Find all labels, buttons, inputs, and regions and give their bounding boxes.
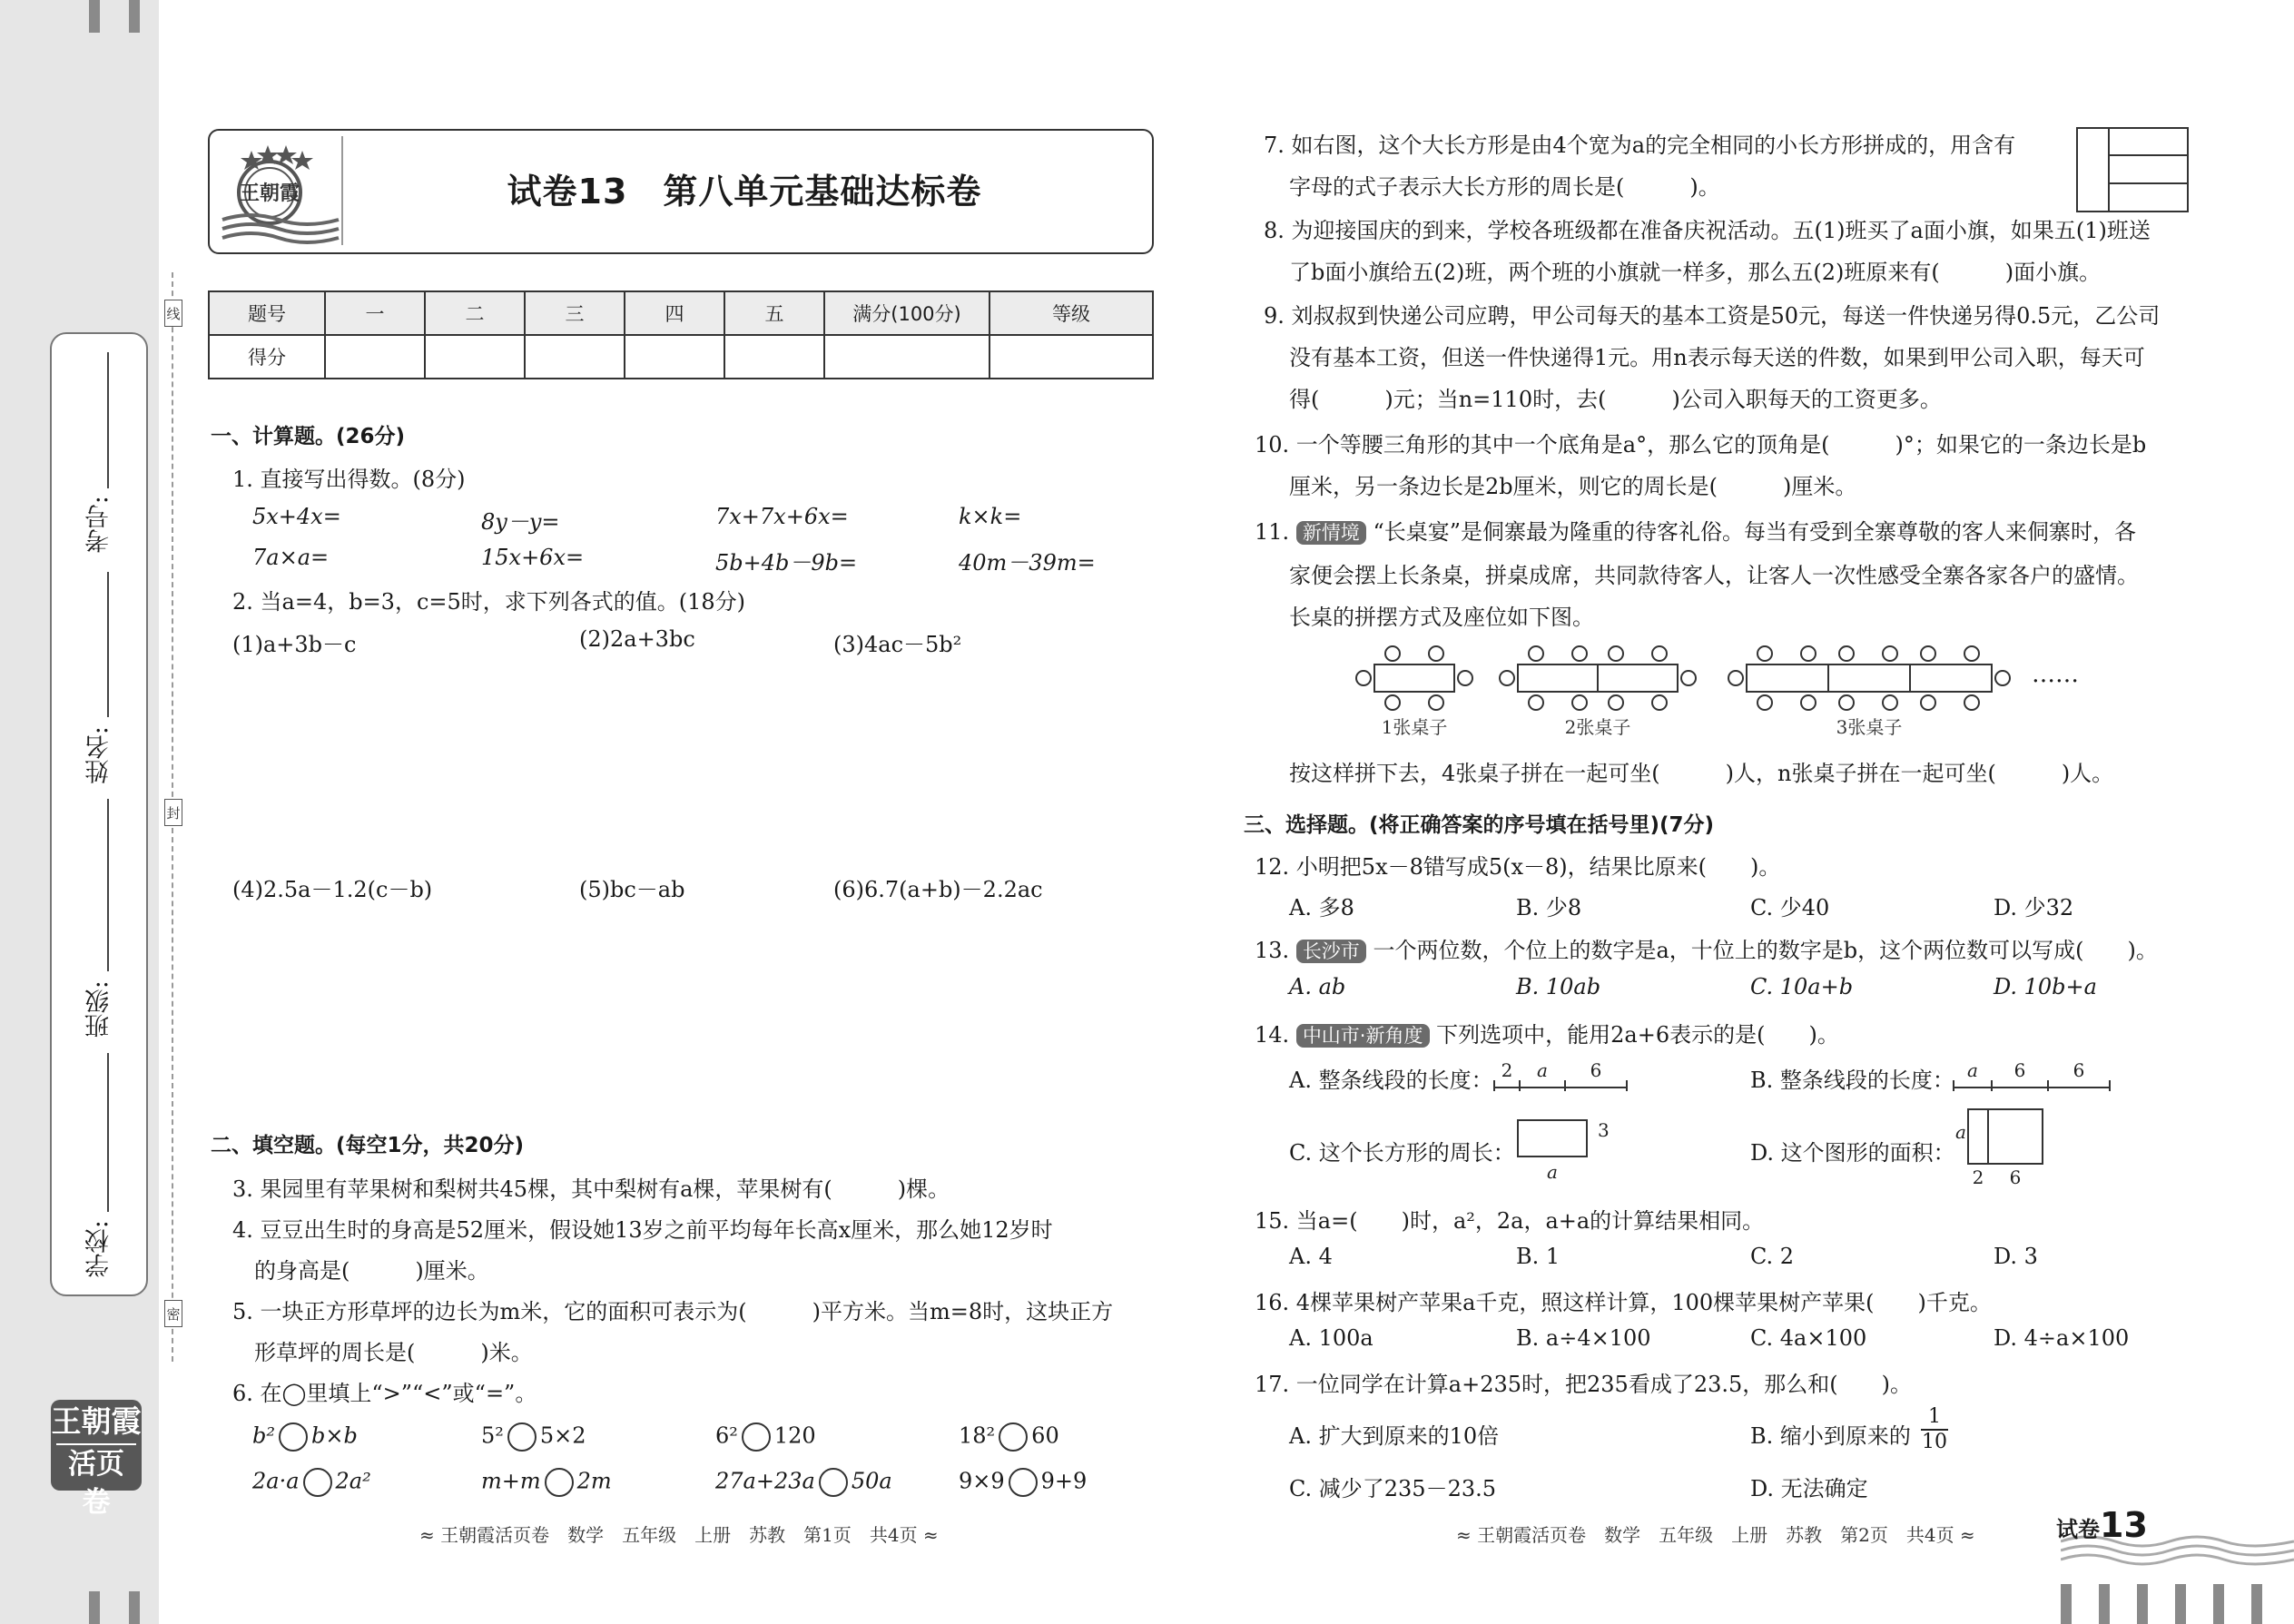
section-heading: 一、计算题。(26分) xyxy=(211,425,406,448)
svg-text:王朝霞: 王朝霞 xyxy=(239,182,300,205)
option: D. 3 xyxy=(1994,1244,2038,1269)
segment-label: 6 xyxy=(2013,1059,2026,1081)
region-tag: 中山市·新角度 xyxy=(1296,1024,1430,1048)
question-9: 9. 刘叔叔到快递公司应聘，甲公司每天的基本工资是50元，每送一件快递另得0.5元，乙公司 xyxy=(1264,303,2161,329)
question-number: 14. xyxy=(1255,1022,1290,1048)
q1-item: 7x+7x+6x= xyxy=(715,504,849,529)
brand-badge xyxy=(51,1400,142,1519)
option: B. 1 xyxy=(1516,1244,1561,1269)
question-15: 15. 当a=( )时，a²，2a，a+a的计算结果相同。 xyxy=(1255,1208,1765,1234)
segment-label: 6 xyxy=(2072,1059,2085,1081)
option: B. 10ab xyxy=(1516,974,1601,999)
q2-item: (2)2a+3bc xyxy=(579,626,695,652)
question-7-cont: 字母的式子表示大长方形的周长是( )。 xyxy=(1289,174,1720,200)
question-9-cont: 没有基本工资，但送一件快递得1元。用n表示每天送的件数，如果到甲公司入职，每天可 xyxy=(1289,345,2145,370)
student-info-box xyxy=(50,332,148,1296)
bottom-tick xyxy=(2137,1584,2148,1624)
option: B. 缩小到原来的 xyxy=(1750,1423,1911,1449)
score-header-cell: 一 xyxy=(325,291,425,335)
ellipsis: …… xyxy=(2032,661,2079,688)
seal-xian: 线 xyxy=(164,300,182,327)
compare-item xyxy=(252,1422,358,1452)
question-11-cont: 长桌的拼摆方式及座位如下图。 xyxy=(1289,605,1594,630)
question-2: 2. 当a=4，b=3，c=5时，求下列各式的值。(18分) xyxy=(232,589,746,615)
score-input-cell[interactable] xyxy=(325,335,425,379)
option: C. 4a×100 xyxy=(1750,1325,1867,1351)
section-heading: 二、填空题。(每空1分，共20分) xyxy=(211,1134,525,1157)
question-6: 6. 在◯里填上“>”“<”或“=”。 xyxy=(232,1381,537,1406)
segment-label: 2 xyxy=(1501,1059,1513,1081)
option: D. 10b+a xyxy=(1994,974,2097,999)
page-footer-right: ≈ 王朝霞活页卷 数学 五年级 上册 苏教 第2页 共4页 ≈ xyxy=(1456,1524,1975,1546)
question-12: 12. 小明把5x－8错写成5(x－8)，结果比原来( )。 xyxy=(1255,854,1781,880)
page-badge xyxy=(2056,1505,2148,1545)
compare-item xyxy=(715,1468,892,1497)
score-header-cell: 二 xyxy=(425,291,525,335)
score-row-label: 得分 xyxy=(209,335,325,379)
bottom-tick xyxy=(2061,1584,2072,1624)
compare-right: 9+9 xyxy=(1040,1468,1088,1494)
score-header-cell: 等级 xyxy=(989,291,1153,335)
compare-left: 5² xyxy=(481,1422,504,1449)
school-line xyxy=(107,1053,109,1212)
score-header-cell: 满分(100分) xyxy=(824,291,989,335)
option: D. 少32 xyxy=(1994,895,2074,920)
bottom-tick xyxy=(2099,1584,2110,1624)
seal-mi: 密 xyxy=(164,1300,182,1327)
compare-right: 2a² xyxy=(335,1468,371,1494)
option: C. 减少了235－23.5 xyxy=(1289,1476,1497,1501)
compare-circle[interactable] xyxy=(1009,1468,1038,1497)
question-10-cont: 厘米，另一条边长是2b厘米，则它的周长是( )厘米。 xyxy=(1289,474,1857,499)
segment-label: a xyxy=(1967,1059,1978,1081)
q2-item: (4)2.5a－1.2(c－b) xyxy=(232,877,433,902)
option: D. 4÷a×100 xyxy=(1994,1325,2130,1351)
dimension-label: a xyxy=(1955,1121,1966,1143)
score-header-cell: 四 xyxy=(625,291,724,335)
compare-right: 5×2 xyxy=(539,1422,586,1449)
option: A. 100a xyxy=(1289,1325,1373,1351)
q1-item: 7a×a= xyxy=(252,545,330,570)
strip-tick xyxy=(89,0,100,33)
question-13 xyxy=(1255,932,2158,964)
compare-circle[interactable] xyxy=(279,1422,308,1452)
compare-circle[interactable] xyxy=(819,1468,848,1497)
compare-item xyxy=(481,1422,586,1452)
compare-circle[interactable] xyxy=(545,1468,574,1497)
compare-left: 9×9 xyxy=(959,1468,1005,1494)
q1-item: 15x+6x= xyxy=(481,545,585,570)
option: D. 无法确定 xyxy=(1750,1476,1868,1501)
option: A. 4 xyxy=(1289,1244,1333,1269)
section-heading: 三、选择题。(将正确答案的序号填在括号里)(7分) xyxy=(1244,813,1715,837)
compare-item xyxy=(481,1468,612,1497)
question-8-cont: 了b面小旗给五(2)班，两个班的小旗就一样多，那么五(2)班原来有( )面小旗。 xyxy=(1289,260,2102,285)
segment-label: 6 xyxy=(1590,1059,1602,1081)
seal-feng: 封 xyxy=(164,799,182,826)
region-tag: 长沙市 xyxy=(1296,940,1366,963)
figure-label: 2张桌子 xyxy=(1564,716,1631,738)
compare-right: 120 xyxy=(773,1422,816,1449)
score-input-cell[interactable] xyxy=(724,335,824,379)
question-9-cont: 得( )元；当n=110时，去( )公司入职每天的工资更多。 xyxy=(1289,387,1942,412)
q14-option-d: D. 这个图形的面积： xyxy=(1750,1140,1955,1166)
segment-label: a xyxy=(1537,1059,1548,1081)
compare-right: 50a xyxy=(851,1468,892,1494)
compare-left: 6² xyxy=(715,1422,738,1449)
question-5-cont: 形草坪的周长是( )米。 xyxy=(254,1340,533,1365)
question-4: 4. 豆豆出生时的身高是52厘米，假设她13岁之前平均每年长高x厘米，那么她12岁时 xyxy=(232,1217,1053,1243)
score-input-cell[interactable] xyxy=(625,335,724,379)
dimension-label: a xyxy=(1547,1161,1558,1183)
option: C. 少40 xyxy=(1750,895,1830,920)
dimension-label: 3 xyxy=(1598,1119,1610,1141)
exam-no-label: 考号: xyxy=(85,496,113,554)
compare-left: m+m xyxy=(481,1468,541,1494)
context-tag: 新情境 xyxy=(1296,521,1366,545)
strip-tick xyxy=(89,1591,100,1624)
question-16: 16. 4棵苹果树产苹果a千克，照这样计算，100棵苹果树产苹果( )千克。 xyxy=(1255,1290,1992,1315)
q14-segment-a xyxy=(1492,1055,1629,1095)
compare-left: 27a+23a xyxy=(715,1468,815,1494)
compare-right: 60 xyxy=(1031,1422,1059,1449)
score-input-cell[interactable] xyxy=(425,335,525,379)
question-17: 17. 一位同学在计算a+235时，把235看成了23.5，那么和( )。 xyxy=(1255,1372,1912,1397)
page-badge-number: 13 xyxy=(2100,1505,2148,1545)
page-footer-left: ≈ 王朝霞活页卷 数学 五年级 上册 苏教 第1页 共4页 ≈ xyxy=(419,1524,939,1546)
q1-item: 40m－39m= xyxy=(959,550,1096,576)
compare-item xyxy=(252,1468,371,1497)
question-3: 3. 果园里有苹果树和梨树共45棵，其中梨树有a棵，苹果树有( )棵。 xyxy=(232,1176,950,1202)
question-1: 1. 直接写出得数。(8分) xyxy=(232,467,466,492)
q1-item: 5b+4b－9b= xyxy=(715,550,858,576)
score-input-cell[interactable] xyxy=(989,335,1153,379)
question-7: 7. 如右图，这个大长方形是由4个宽为a的完全相同的小长方形拼成的，用含有 xyxy=(1264,133,2016,158)
class-label: 班级: xyxy=(85,980,113,1038)
question-10: 10. 一个等腰三角形的其中一个底角是a°，那么它的顶角是( )°；如果它的一条边长是b xyxy=(1255,432,2147,458)
bottom-tick xyxy=(2251,1584,2262,1624)
question-5: 5. 一块正方形草坪的边长为m米，它的面积可表示为( )平方米。当m=8时，这块正方 xyxy=(232,1299,1114,1324)
question-14 xyxy=(1255,1017,1839,1048)
figure-label: 3张桌子 xyxy=(1836,716,1903,738)
fraction-numerator: 1 xyxy=(1928,1405,1941,1428)
compare-item xyxy=(959,1468,1087,1497)
q14-segment-b xyxy=(1952,1055,2112,1095)
brand-badge-bottom: 活页卷 xyxy=(56,1443,136,1521)
score-header-cell: 五 xyxy=(724,291,824,335)
score-header-cell: 三 xyxy=(525,291,625,335)
long-table-figure-3 xyxy=(1725,643,2024,743)
class-line xyxy=(107,799,109,971)
q2-item: (1)a+3b－c xyxy=(232,632,357,657)
q7-rectangle-figure xyxy=(2076,127,2189,212)
question-number: 13. xyxy=(1255,938,1290,963)
question-11 xyxy=(1255,514,2136,546)
publisher-logo xyxy=(215,136,344,245)
strip-tick xyxy=(129,0,140,33)
score-table xyxy=(208,290,1154,379)
school-label: 学校: xyxy=(85,1220,113,1278)
question-4-cont: 的身高是( )厘米。 xyxy=(254,1258,489,1284)
name-line xyxy=(107,572,109,717)
dimension-label: 6 xyxy=(2009,1166,2022,1188)
q14-option-a: A. 整条线段的长度： xyxy=(1289,1068,1493,1093)
q14-option-c: C. 这个长方形的周长： xyxy=(1289,1140,1515,1166)
question-8: 8. 为迎接国庆的到来，学校各班级都在准备庆祝活动。五(1)班买了a面小旗，如果五(1)班送 xyxy=(1264,218,2151,243)
q14-rectangle-c xyxy=(1514,1117,1614,1186)
question-11-cont: 家便会摆上长条桌，拼桌成席，共同款待客人，让客人一次性感受全寨各家各户的盛情。 xyxy=(1289,563,2139,588)
q1-item: 5x+4x= xyxy=(252,504,341,529)
question-11-text: “长桌宴”是侗寨最为隆重的待客礼俗。每当有受到全寨尊敬的客人来侗寨时，各 xyxy=(1373,519,2136,545)
question-14-text: 下列选项中，能用2a+6表示的是( )。 xyxy=(1436,1022,1839,1048)
page-title: 试卷13 第八单元基础达标卷 xyxy=(507,172,982,212)
bottom-tick xyxy=(2175,1584,2186,1624)
compare-right: 2m xyxy=(576,1468,612,1494)
strip-tick xyxy=(129,1591,140,1624)
q2-item: (5)bc－ab xyxy=(579,877,685,902)
option: C. 2 xyxy=(1750,1244,1795,1269)
compare-item xyxy=(959,1422,1059,1452)
q14-option-b: B. 整条线段的长度： xyxy=(1750,1068,1954,1093)
score-header-cell: 题号 xyxy=(209,291,325,335)
option: A. ab xyxy=(1289,974,1346,999)
q1-item: k×k= xyxy=(959,504,1022,529)
q2-item: (3)4ac－5b² xyxy=(833,632,962,657)
compare-left: 18² xyxy=(959,1422,996,1449)
figure-label: 1张桌子 xyxy=(1381,716,1448,738)
score-input-cell[interactable] xyxy=(824,335,989,379)
bottom-tick xyxy=(2213,1584,2224,1624)
brand-badge-top: 王朝霞 xyxy=(51,1403,142,1439)
dimension-label: 2 xyxy=(1972,1166,1984,1188)
option: A. 扩大到原来的10倍 xyxy=(1289,1423,1500,1449)
q2-item: (6)6.7(a+b)－2.2ac xyxy=(833,877,1043,902)
question-11-ask: 按这样拼下去，4张桌子拼在一起可坐( )人，n张桌子拼在一起可坐( )人。 xyxy=(1289,761,2114,786)
fraction xyxy=(1921,1405,1948,1454)
q14-area-figure-d xyxy=(1952,1106,2061,1189)
q1-item: 8y－y= xyxy=(481,509,560,535)
option: B. a÷4×100 xyxy=(1516,1325,1651,1351)
fraction-denominator: 10 xyxy=(1922,1431,1947,1453)
compare-circle[interactable] xyxy=(999,1422,1028,1452)
compare-left: 2a·a xyxy=(252,1468,300,1494)
option: C. 10a+b xyxy=(1750,974,1854,999)
option: A. 多8 xyxy=(1289,895,1354,920)
name-label: 姓名: xyxy=(85,726,113,784)
page-badge-label: 试卷 xyxy=(2056,1517,2100,1542)
compare-item xyxy=(715,1422,816,1452)
compare-circle[interactable] xyxy=(303,1468,332,1497)
compare-circle[interactable] xyxy=(742,1422,771,1452)
question-number: 11. xyxy=(1255,519,1290,545)
compare-circle[interactable] xyxy=(507,1422,537,1452)
exam-no-line xyxy=(107,352,109,488)
compare-left: b² xyxy=(252,1422,275,1449)
question-13-text: 一个两位数，个位上的数字是a，十位上的数字是b，这个两位数可以写成( )。 xyxy=(1373,938,2158,963)
option: B. 少8 xyxy=(1516,895,1582,920)
compare-right: b×b xyxy=(310,1422,358,1449)
score-input-cell[interactable] xyxy=(525,335,625,379)
